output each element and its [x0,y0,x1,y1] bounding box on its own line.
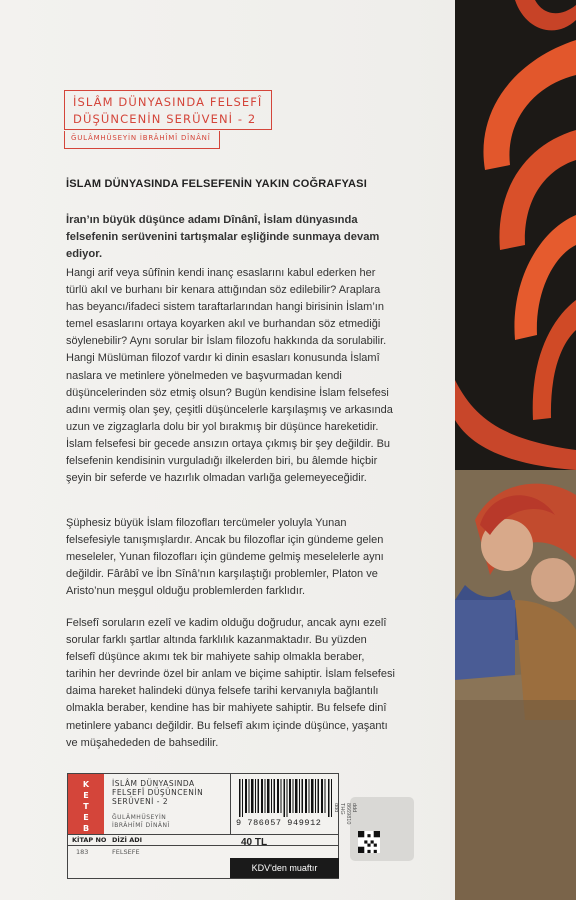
barcode-area [230,774,340,834]
price: 40 TL [241,837,268,848]
isbn-number: 9 786057 949912 [236,818,322,828]
series-title-line2: DÜŞÜNCENİN SERÜVENİ - 2 [73,112,257,126]
blurb-paragraph-3: Felsefî soruların ezelî ve kadim olduğu doğrudur, ancak aynı ezelî sorular farklı şartlar altında farklılık kazanmaktadır. Bu yüzden felsefî düşünce akımı tek bir mahiyete sahip olmakla beraber, tarihin her devrinde özel bir anlam ve biçime sahiptir. İslam felsefesi daima hareket halindeki dünya felsefe tarihi kervanıyla bağlantılı olmakla beraber, kendine has bir mahiyete sahiptir. Bu felsefe dinî metinlere yabancı değildir. Bu felsefî akım içinde düşünce, yaşantı ve müşahededen de bahsedilir. [66,617,395,749]
sticker-line: ddd [351,803,357,813]
info-value-row [68,845,338,859]
info-author-line: İBRÂHÎMÎ DÎNÂNÎ [112,821,170,829]
barcode [239,779,333,817]
blurb-heading: İSLAM DÜNYASINDA FELSEFENİN YAKIN COĞRAFYASI [66,178,367,190]
info-title-line: İSLÂM DÜNYASINDA [112,779,195,788]
book-info-box [67,773,339,879]
blurb-paragraph-1: Hangi arif veya sûfînin kendi inanç esaslarını kabul ederken her türlü akıl ve burhanı bir kenara attığından söz edilebilir? Araplara has beyancı/ifadeci sistem taraftarlarından hangi birisinin İslam’ın temel esaslarını ortaya koyarken akıl ve burhandan söz etmediği söylenebilir? Aynı sorular bir İslam filozofu hakkında da sorulabilir. Hangi Müslüman filozof vardır ki dinin esasları konusunda İslamî naslara ve metinlere yönelmeden ve başvurmadan kendi düşüncelerinden söz etmiş olsun? Bugün kendisine İslam felsefesi adını vermiş olan şey, çeşitli düşüncelerle karşılaşmış ve arkasında uzun ve zigzaglarla dolu bir yol bırakmış bir düşünce hareketidir. İslam felsefesi bir gecede ansızın ortaya çıkmış bir şey değildir. Bu felsefenin kendisinin vurguladığı ilkelerden biri, bu âlemde hiçbir şeyin bir seferde ve hazırlık olmadan varlığa gelemeyeceğidir. [66,267,393,485]
qr-code [358,831,380,853]
logo-letter: B [82,824,90,833]
blurb-paragraph-2: Şüphesiz büyük İslam filozofları tercümeler yoluyla Yunan felsefesiyle tanışmışlardır. Ancak bu filozoflar için gündeme gelen meseleler, Yunan filozofları için gündeme gelmiş meselelerle aynı değildir. Fârâbî ve İbn Sînâ’nın karşılaştığı problemler, Platon ve Aristo’nun meşgul olduğu problemlerden farklıdır. [66,517,384,598]
tax-exempt-note: KDV'den muaftır [230,858,339,878]
sticker-line: ddd [333,803,339,813]
info-title-line: FELSEFÎ DÜŞÜNCENİN [112,788,204,797]
series-author: ĞULÂMHÜSEYİN İBRÂHÎMÎ DÎNÂNÎ [71,134,211,142]
info-book-title [112,779,227,806]
series-name-value: FELSEFE [112,848,140,856]
logo-letter: K [82,780,90,789]
series-name-label: DİZİ ADI [112,836,143,844]
cover-artwork [455,0,576,900]
info-author [112,814,222,829]
series-title-box [64,90,272,130]
series-title-line1: İSLÂM DÜNYASINDA FELSEFÎ [73,95,263,109]
book-number-value: 183 [76,848,89,856]
series-author-box [64,131,220,149]
info-author-line: ĞULÂMHÜSEYİN [112,814,167,821]
blurb-lead: İran’ın büyük düşünce adamı Dînânî, İslam dünyasında felsefenin serüvenini tartışmalar eşliğinde sunmaya devam ediyor. [66,214,380,260]
logo-letter: E [83,791,89,800]
logo-letter: T [83,802,89,811]
book-number-label: KİTAP NO [72,836,107,844]
sticker-line: 8669810 [345,803,351,825]
sticker-text [333,803,357,824]
info-title-line: SERÜVENİ - 2 [112,797,169,806]
sticker-line: THG [339,803,345,815]
publisher-logo [68,774,104,834]
logo-letter: E [83,813,89,822]
